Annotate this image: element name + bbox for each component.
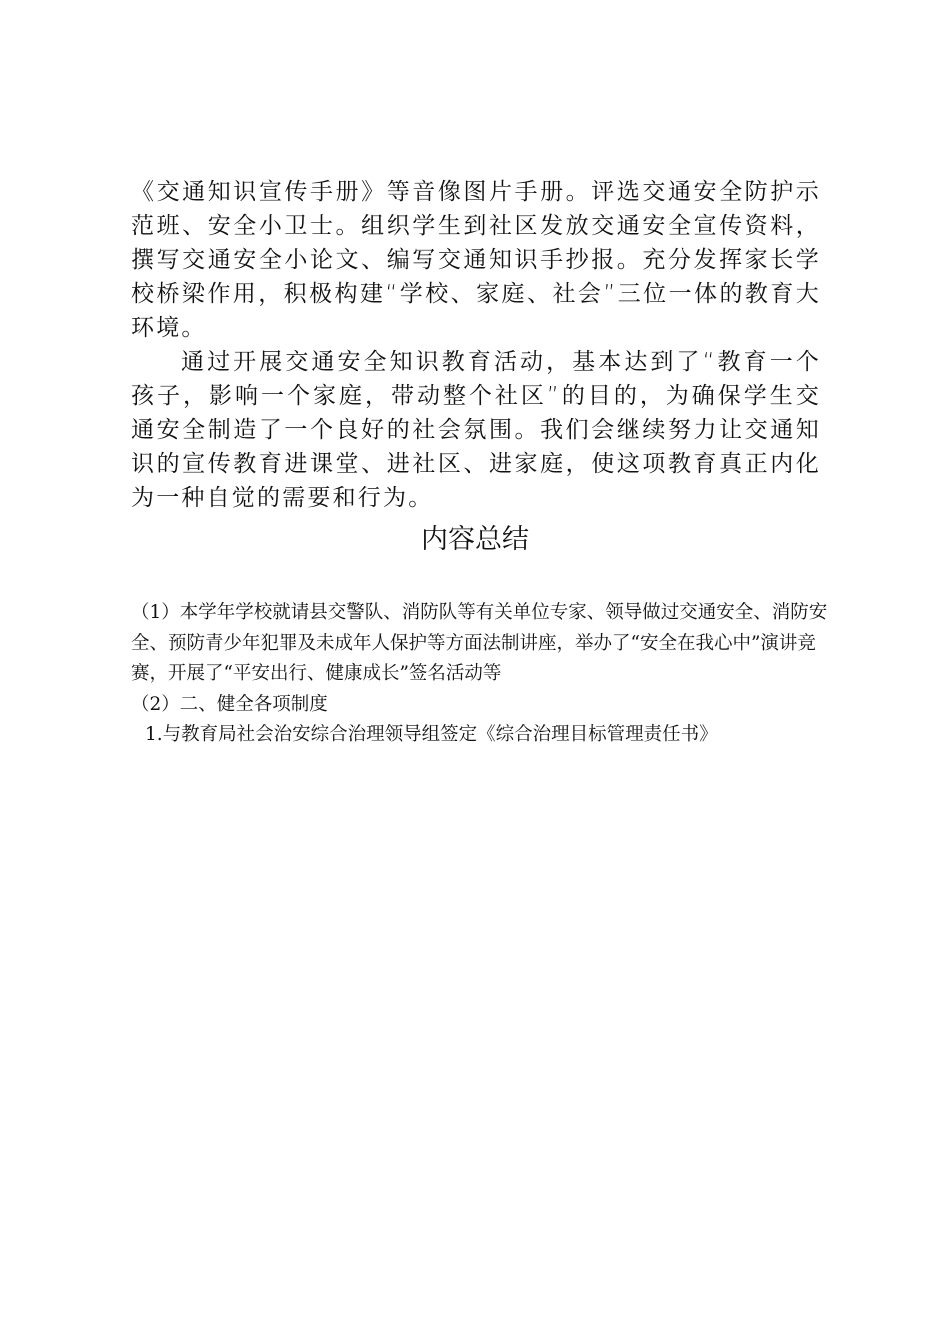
summary-title: 内容总结 <box>421 524 529 555</box>
summary-section <box>131 598 831 751</box>
summary-item-2: （2）二、健全各项制度 <box>131 693 328 715</box>
body-paragraph-1: 《交通知识宣传手册》等音像图片手册。评选交通安全防护示范班、安全小卫士。组织学生到社区发放交通安全宣传资料，撰写交通安全小论文、编写交通知识手抄报。充分发挥家长学校桥梁作用，积极构建“学校、家庭、社会”三位一体的教育大环境。 <box>131 179 821 341</box>
summary-item-3: 1.与教育局社会治安综合治理领导组签定《综合治理目标管理责任书》 <box>145 724 718 745</box>
body-paragraph-2: 通过开展交通安全知识教育活动，基本达到了“教育一个孩子，影响一个家庭，带动整个社区”的目的，为确保学生交通安全制造了一个良好的社会氛围。我们会继续努力让交通知识的宣传教育进课堂、进社区、进家庭，使这项教育真正内化为一种自觉的需要和行为。 <box>131 349 821 511</box>
body-text <box>131 175 821 515</box>
summary-item-1: （1）本学年学校就请县交警队、消防队等有关单位专家、领导做过交通安全、消防安全、预防青少年犯罪及未成年人保护等方面法制讲座，举办了“安全在我心中”演讲竞赛，开展了“平安出行、健康成长”签名活动等 <box>131 602 828 684</box>
